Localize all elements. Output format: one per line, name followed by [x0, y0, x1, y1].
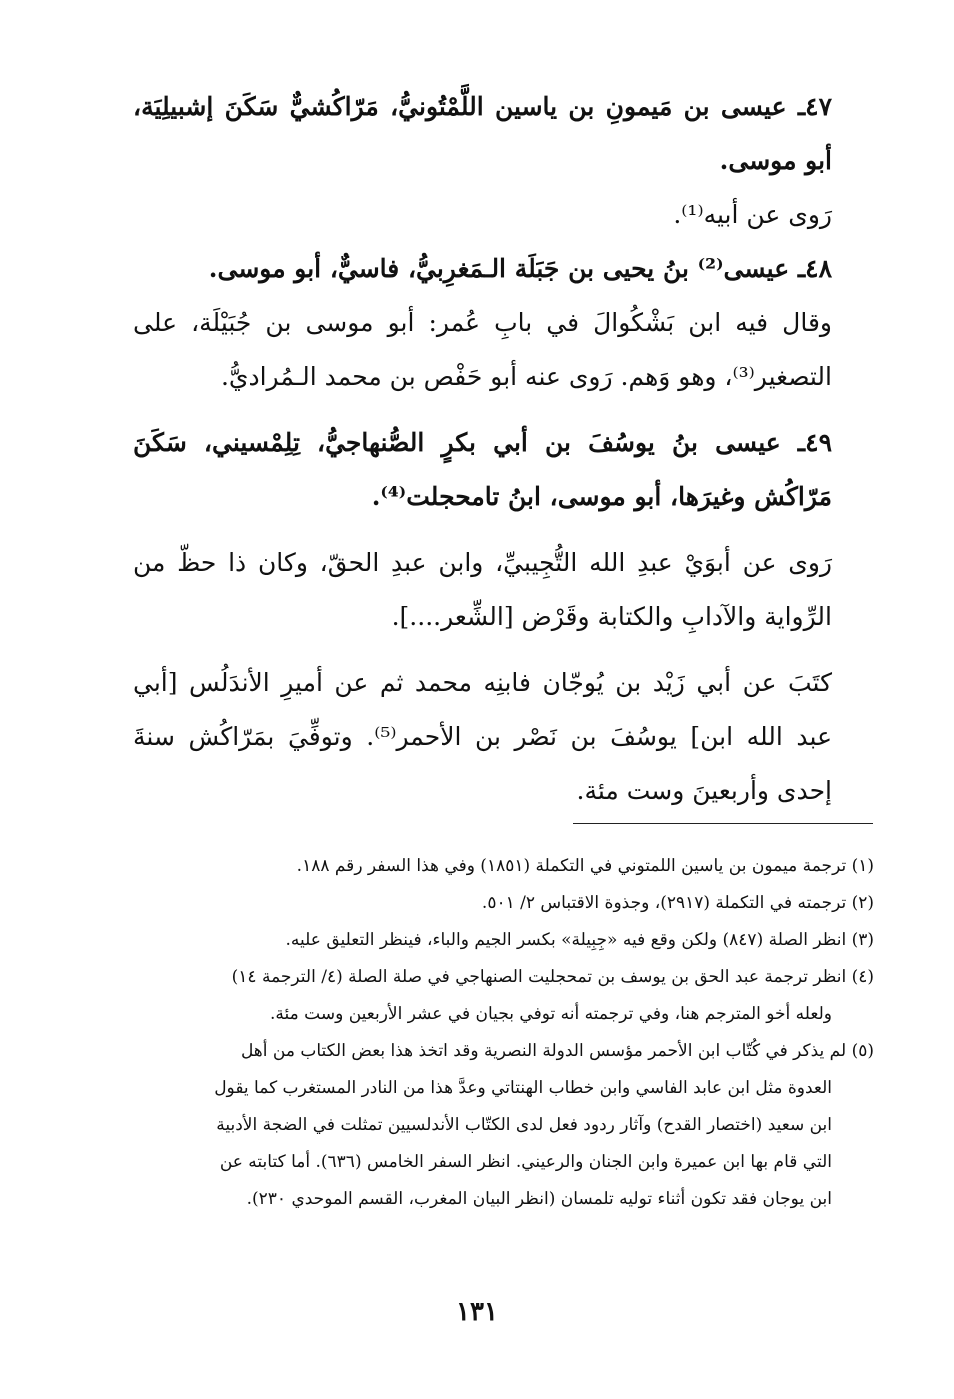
- entry-47-body: رَوى عن أبيه⁽¹⁾.: [673, 200, 832, 229]
- entry-49-heading: ٤٩ـ عيسى بنُ يوسُفَ بن أبي بكرٍ الصُّنهاجيُّ، تِلِمْسيني، سَكَنَ مَرّاكُش وغيرَها، أبو موسى، ابنُ تامحجلت⁽⁴⁾.: [133, 428, 832, 511]
- footnote-3: (٣) انظر الصلة (٨٤٧) ولكن وقع فيه «جِبِيلة» بكسر الجيم والباء، فينظر التعليق عليه.: [285, 930, 874, 950]
- footnote-separator: [573, 823, 873, 824]
- entry-47-heading: ٤٧ـ عيسى بن مَيمونِ بن ياسين اللَّمْتُونيُّ، مَرّاكُشيٌّ سَكَنَ إشبيلِيَة، أبو موسى.: [133, 92, 832, 175]
- footnote-4: (٤) انظر ترجمة عبد الحق بن يوسف بن تمحجليت الصنهاجي في صلة الصلة (٤/ الترجمة ١٤): [231, 967, 874, 987]
- entry-49-body-1: رَوى عن أبوَيْ عبدِ الله التُّجِيبيِّ، وابن عبدِ الحقّ، وكان ذا حظّ من الرِّواية والآدابِ والكتابة وقَرْض [الشِّعر....].: [133, 548, 832, 631]
- footnote-1: (١) ترجمة ميمون بن ياسين اللمتوني في التكملة (١٨٥١) وفي هذا السفر رقم ١٨٨.: [296, 856, 874, 876]
- footnotes: [133, 848, 874, 1218]
- footnote-5-line-5: ابن يوجان فقد تكون أثناء توليه تلمسان (انظر البيان المغرب، القسم الموحدي ٢٣٠).: [246, 1189, 832, 1209]
- footnote-5-line-4: التي قام بها ابن عميرة وابن الجنان والرعيني. انظر السفر الخامس (٦٣٦). أما كتابته عن: [219, 1152, 832, 1172]
- entry-48-body: وقال فيه ابن بَشْكُوالَ في بابِ عُمر: أبو موسى بن جُبَيْلَة، على التصغير⁽³⁾، وهو وَهم. رَوى عنه أبو حَفْص بن محمد الـمُراديُّ.: [133, 308, 832, 391]
- page-number: ١٣١: [456, 1297, 498, 1327]
- footnote-5: (٥) لم يذكر في كُتّاب ابن الأحمر مؤسس الدولة النصرية وقد اتخذ هذا بعض الكتاب من أهل: [240, 1041, 874, 1061]
- entry-49-body-2: كتَبَ عن أبي زَيْد بن يُوجّان فابنِه محمد ثم عن أميرِ الأندَلُس [أبي عبد الله ابن] يوسُفَ بن نَصْر بن الأحمر⁽⁵⁾. وتوفِّيَ بمَرّاكُش سنةَ إحدى وأربعينَ وست مئة.: [133, 668, 833, 805]
- footnote-2: (٢) ترجمته في التكملة (٢٩١٧)، وجذوة الاقتباس ٢/ ٥٠١.: [481, 893, 874, 913]
- entry-48-heading: ٤٨ـ عيسى⁽²⁾ بنُ يحيى بن جَبَلَة الـمَغرِبيُّ، فاسيٌّ، أبو موسى.: [208, 254, 832, 283]
- footnote-5-line-2: العدوة مثل ابن عابد الفاسي وابن خطاب الهنتاتي وعدَّ هذا من النادر المستغرب كما يقول: [214, 1078, 832, 1098]
- main-text: [133, 80, 832, 818]
- footnote-5-line-3: ابن سعيد (اختصار القدح) وآثار ردود فعل لدى الكتّاب الأندلسيين تمثلت في الضجة الأدبية: [216, 1115, 832, 1135]
- footnote-4-continuation: ولعله أخو المترجم هنا، وفي ترجمته أنه توفي بجيان في عشر الأربعين وست مئة.: [269, 1004, 832, 1024]
